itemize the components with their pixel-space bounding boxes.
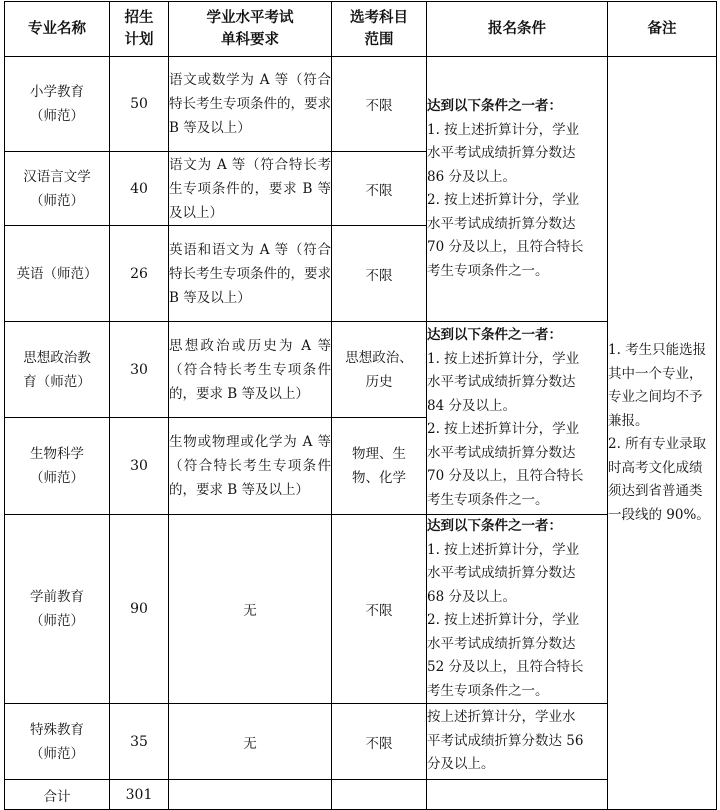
major-name: 小学教育 （师范）	[5, 57, 110, 152]
condition-group-2: 达到以下条件之一者： 1. 按上述折算计分，学业 水平考试成绩折算分数达 84 分及以上。 2. 按上述折算计分，学业 水平考试成绩折算分数达 70 分及以上，且符合特长 考生专项条件之一。	[427, 322, 608, 515]
quota-value: 90	[110, 515, 169, 704]
subject-requirement: 无	[169, 515, 332, 704]
header-requirement: 学业水平考试 单科要求	[169, 2, 332, 57]
subject-requirement: 语文或数学为 A 等（符合特长考生专项条件的，要求 B 等及以上）	[169, 57, 332, 152]
empty-cell	[169, 780, 332, 810]
quota-value: 30	[110, 418, 169, 515]
major-name: 汉语言文学 （师范）	[5, 152, 110, 226]
elective-subjects: 不限	[332, 57, 427, 152]
elective-subjects: 不限	[332, 226, 427, 322]
quota-value: 26	[110, 226, 169, 322]
elective-subjects: 思想政治、 历史	[332, 322, 427, 418]
major-name: 特殊教育 （师范）	[5, 704, 110, 780]
header-major: 专业名称	[5, 2, 110, 57]
admission-requirements-table	[4, 1, 717, 810]
elective-subjects: 不限	[332, 152, 427, 226]
header-remarks: 备注	[608, 2, 717, 57]
quota-value: 40	[110, 152, 169, 226]
elective-subjects: 物理、生 物、化学	[332, 418, 427, 515]
subject-requirement: 思想政治或历史为 A 等（符合特长考生专项条件的，要求 B 等及以上）	[169, 322, 332, 418]
major-name: 思想政治教 育（师范）	[5, 322, 110, 418]
condition-group-1: 达到以下条件之一者： 1. 按上述折算计分，学业 水平考试成绩折算分数达 86 分及以上。 2. 按上述折算计分，学业 水平考试成绩折算分数达 70 分及以上，且符合特长 考生专项条件之一。	[427, 57, 608, 322]
elective-subjects: 不限	[332, 515, 427, 704]
major-name: 生物科学 （师范）	[5, 418, 110, 515]
empty-cell	[427, 780, 608, 810]
quota-value: 50	[110, 57, 169, 152]
subject-requirement: 生物或物理或化学为 A 等（符合特长考生专项条件的，要求 B 等及以上）	[169, 418, 332, 515]
empty-cell	[332, 780, 427, 810]
header-row	[5, 2, 717, 57]
total-label: 合计	[5, 780, 110, 810]
subject-requirement: 英语和语文为 A 等（符合特长考生专项条件的，要求 B 等及以上）	[169, 226, 332, 322]
quota-value: 30	[110, 322, 169, 418]
major-name: 学前教育 （师范）	[5, 515, 110, 704]
condition-group-4: 按上述折算计分，学业水 平考试成绩折算分数达 56 分及以上。	[427, 704, 608, 780]
header-quota: 招生 计划	[110, 2, 169, 57]
remarks-cell: 1. 考生只能选报 其中一个专业， 专业之间均不予 兼报。 2. 所有专业录取 时高考文化成绩 须达到省普通类 一段线的 90%。	[608, 57, 717, 810]
total-value: 301	[110, 780, 169, 810]
header-condition: 报名条件	[427, 2, 608, 57]
header-subjects: 选考科目 范围	[332, 2, 427, 57]
subject-requirement: 无	[169, 704, 332, 780]
major-name: 英语（师范）	[5, 226, 110, 322]
condition-group-3: 达到以下条件之一者： 1. 按上述折算计分，学业 水平考试成绩折算分数达 68 分及以上。 2. 按上述折算计分，学业 水平考试成绩折算分数达 52 分及以上，且符合特长 考生专项条件之一。	[427, 515, 608, 704]
table-row	[5, 57, 717, 152]
elective-subjects: 不限	[332, 704, 427, 780]
subject-requirement: 语文为 A 等（符合特长考生专项条件的，要求 B 等及以上）	[169, 152, 332, 226]
quota-value: 35	[110, 704, 169, 780]
